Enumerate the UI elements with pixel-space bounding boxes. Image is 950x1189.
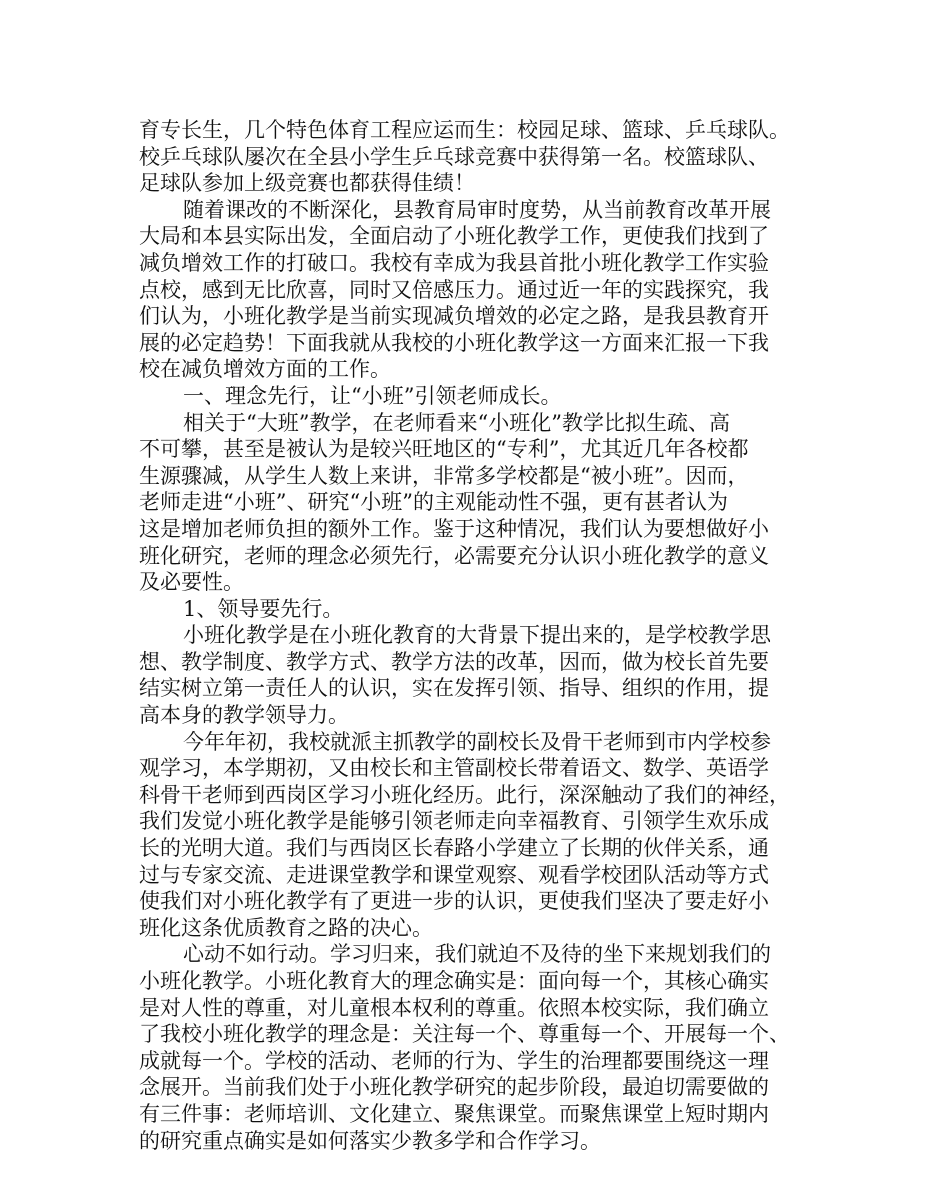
text-line: 长的光明大道。我们与西岗区长春路小学建立了长期的伙伴关系，通: [139, 836, 769, 861]
text-line: 班化研究，老师的理念必须先行，必需要充分认识小班化教学的意义: [139, 543, 769, 568]
text-line: 大局和本县实际出发，全面启动了小班化教学工作，更使我们找到了: [139, 224, 769, 249]
text-line: 了我校小班化教学的理念是：关注每一个、尊重每一个、开展每一个、: [139, 1022, 790, 1047]
text-line: 使我们对小班化教学有了更进一步的认识，更使我们坚决了要走好小: [139, 889, 769, 914]
text-line: 育专长生，几个特色体育工程应运而生：校园足球、篮球、乒乓球队。: [139, 118, 790, 142]
text-line: 班化这条优质教育之路的决心。: [139, 915, 433, 940]
text-line: 随着课改的不断深化，县教育局审时度势，从当前教育改革开展: [183, 197, 771, 222]
text-line: 结实树立第一责任人的认识，实在发挥引领、指导、组织的作用，提: [139, 676, 769, 701]
text-line: 点校，感到无比欣喜，同时又倍感压力。通过近一年的实践探究，我: [139, 277, 769, 302]
text-line: 一、理念先行，让“小班”引领老师成长。: [183, 383, 562, 408]
text-line: 足球队参加上级竞赛也都获得佳绩！: [139, 171, 475, 196]
text-line: 成就每一个。学校的活动、老师的行为、学生的治理都要围绕这一理: [139, 1048, 769, 1073]
text-line: 小班化教学。小班化教育大的理念确实是：面向每一个，其核心确实: [139, 969, 769, 993]
text-line: 想、教学制度、教学方式、教学方法的改革，因而，做为校长首先要: [139, 649, 769, 674]
text-line: 心动不如行动。学习归来，我们就迫不及待的坐下来规划我们的: [183, 942, 771, 967]
text-line: 校在减负增效方面的工作。: [139, 357, 391, 382]
text-line: 老师走进“小班”、研究“小班”的主观能动性不强，更有甚者认为: [139, 490, 728, 515]
text-line: 科骨干老师到西岗区学习小班化经历。此行，深深触动了我们的神经，: [139, 782, 790, 807]
text-line: 过与专家交流、走进课堂教学和课堂观察、观看学校团队活动等方式: [139, 862, 769, 887]
text-line: 们认为，小班化教学是当前实现减负增效的必定之路，是我县教育开: [139, 304, 769, 329]
text-line: 小班化教学是在小班化教育的大背景下提出来的，是学校教学思: [183, 623, 771, 648]
text-line: 的研究重点确实是如何落实少教多学和合作学习。: [139, 1128, 601, 1153]
text-line: 相关于“大班”教学，在老师看来“小班化”教学比拟生疏、高: [183, 410, 730, 435]
text-line: 高本身的教学领导力。: [139, 703, 349, 728]
text-line: 生源骤减，从学生人数上来讲，非常多学校都是“被小班”。因而，: [139, 463, 749, 488]
text-line: 不可攀，甚至是被认为是较兴旺地区的“专利”，尤其近几年各校都: [139, 437, 749, 462]
text-line: 念展开。当前我们处于小班化教学研究的起步阶段，最迫切需要做的: [139, 1075, 769, 1100]
text-line: 1、领导要先行。: [183, 596, 344, 621]
text-line: 减负增效工作的打破口。我校有幸成为我县首批小班化教学工作实验: [139, 250, 769, 275]
text-line: 展的必定趋势！下面我就从我校的小班化教学这一方面来汇报一下我: [139, 330, 769, 355]
text-line: 这是增加老师负担的额外工作。鉴于这种情况，我们认为要想做好小: [139, 516, 769, 541]
text-line: 今年年初，我校就派主抓教学的副校长及骨干老师到市内学校参: [183, 729, 771, 754]
text-line: 校乒乓球队屡次在全县小学生乒乓球竞赛中获得第一名。校篮球队、: [139, 144, 769, 169]
text-line: 及必要性。: [139, 570, 244, 595]
text-line: 我们发觉小班化教学是能够引领老师走向幸福教育、引领学生欢乐成: [139, 809, 769, 834]
text-line: 有三件事：老师培训、文化建立、聚焦课堂。而聚焦课堂上短时期内: [139, 1101, 769, 1126]
document-body: [139, 117, 831, 1154]
text-line: 是对人性的尊重，对儿童根本权利的尊重。依照本校实际，我们确立: [139, 995, 769, 1020]
text-line: 观学习，本学期初，又由校长和主管副校长带着语文、数学、英语学: [139, 756, 769, 781]
